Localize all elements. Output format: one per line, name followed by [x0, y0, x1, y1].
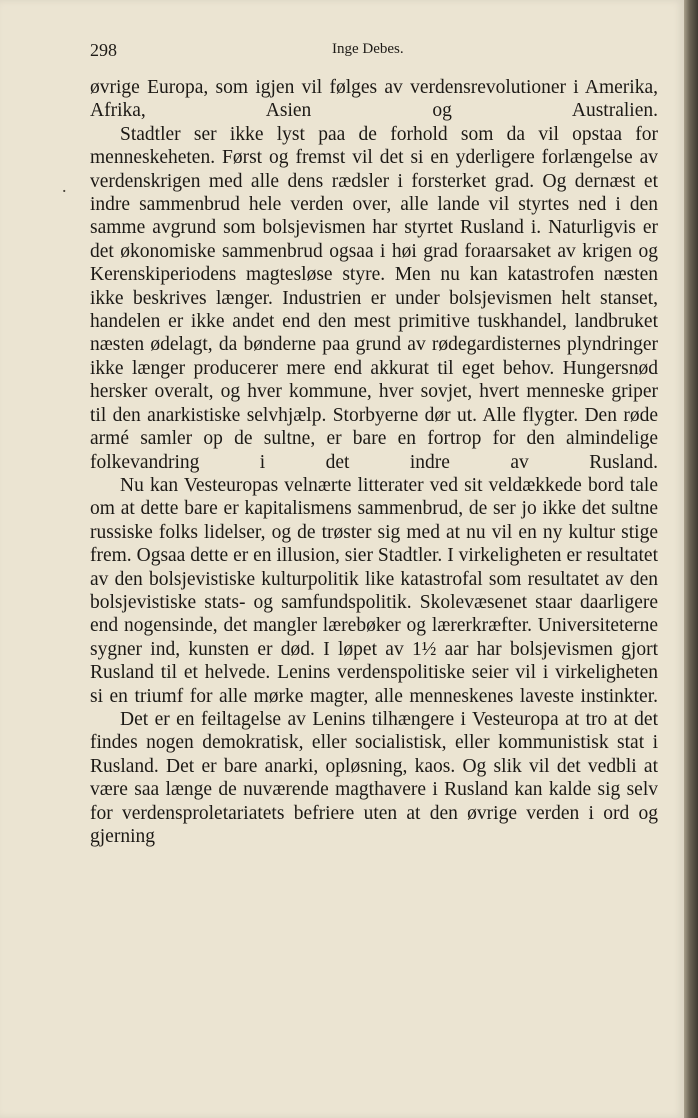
- page-edge-shadow: [684, 0, 698, 1118]
- paragraph-3: Nu kan Vesteuropas velnærte litterater ved sit veldækkede bord tale om at dette bare er kapitalismens sammenbrud, de ser jo ikke det sultne russiske folks lidelser, og de trøster sig med at nu vil en ny kultur stige frem. Ogsaa dette er en illusion, sier Stadtler. I virkeligheten er resultatet av den bolsjevistiske kulturpolitik like katastrofal som resultatet av den bolsjevistiske stats- og samfundspolitik. Skolevæsenet staar daarligere end nogensinde, det mangler lærebøker og lærerkræfter. Universiteterne sygner ind, kunsten er død. I løpet av 1½ aar har bolsjevismen gjort Rusland til et helvede. Lenins verdenspolitiske seier vil i virkeligheten si en triumf for alle mørke magter, alle menneskenes laveste instinkter.: [90, 474, 658, 707]
- running-head-author: Inge Debes.: [332, 41, 404, 57]
- paragraph-2: Stadtler ser ikke lyst paa de forhold som da vil opstaa for menneskeheten. Først og fremst vil det si en yderligere forlængelse av verdenskrigen med alle dens rædsler i forsterket grad. Og dernæst et indre sammenbrud hele verden over, alle lande vil styrtes ned i den samme avgrund som bolsjevismen har styrtet Rusland i. Naturligvis er det økonomiske sammenbrud ogsaa i høi grad foraarsaket av krigen og Kerenskiperiodens magtesløse styre. Men nu kan katastrofen næsten ikke beskrives længer. Industrien er under bolsjevismen helt stanset, handelen er ikke andet end den mest primitive tuskhandel, landbruket næsten ødelagt, da bønderne paa grund av rødegardisternes plyndringer ikke længer producerer mere end akkurat til eget behov. Hungersnød hersker overalt, og hver kommune, hver sovjet, hvert menneske griper til den anarkistiske selvhjælp. Storbyerne dør ut. Alle flygter. Den røde armé samler op de sultne, er bare en fortrop for den almindelige folkevandring i det indre av Rusland.: [90, 123, 658, 473]
- paragraph-1: øvrige Europa, som igjen vil følges av verdensrevolutioner i Amerika, Afrika, Asien og Australien.: [90, 77, 658, 122]
- running-head: [90, 40, 660, 64]
- body-text: [90, 76, 658, 848]
- page-number: 298: [90, 40, 117, 60]
- paragraph-4: Det er en feiltagelse av Lenins tilhængere i Vesteuropa at tro at det findes nogen demokratisk, eller socialistisk, eller kommunistisk stat i Rusland. Det er bare anarki, opløsning, kaos. Og slik vil det vedbli at være saa længe de nuværende magthavere i Rusland kan kalde sig selv for verdensproletariatets befriere uten at den øvrige verden i ord og gjerning: [90, 708, 658, 847]
- margin-dot: .: [62, 176, 67, 196]
